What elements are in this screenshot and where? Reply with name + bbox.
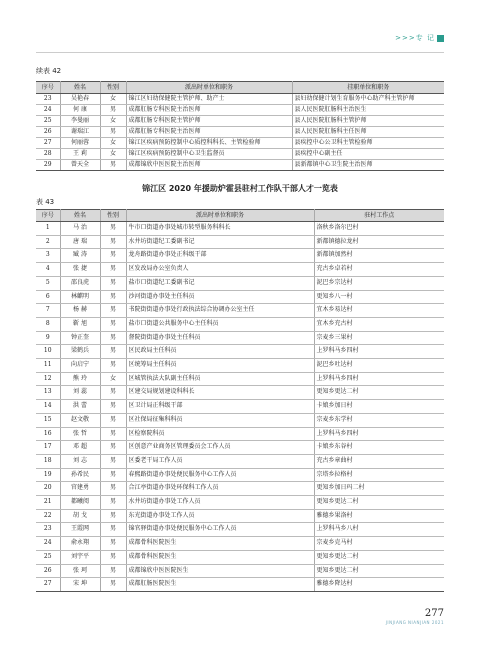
table-cell: 沙河街道办事处主任科员 — [126, 290, 314, 304]
table-cell: 男 — [100, 523, 126, 537]
table-cell: 锦江区疾病预防控制中心卫生监督员 — [126, 149, 292, 160]
table-cell: 孙希民 — [60, 468, 100, 482]
table-cell: 宗麦乡东学村 — [314, 413, 444, 427]
table-cell: 男 — [100, 249, 126, 263]
table-cell: 15 — [36, 413, 60, 427]
table-row — [36, 509, 444, 523]
table-row — [36, 317, 444, 331]
table-cell: 2 — [36, 235, 60, 249]
table-cell: 宋 坤 — [60, 578, 100, 592]
table-row — [36, 235, 444, 249]
table-cell: 男 — [100, 276, 126, 290]
table-cell: 25 — [36, 116, 60, 127]
table-cell: 女 — [100, 149, 126, 160]
table-row — [36, 427, 444, 441]
header-square-icon — [437, 35, 444, 42]
table-cell: 县妇幼保健计划生育服务中心助产科主管护师 — [292, 94, 444, 105]
table-row — [36, 160, 444, 171]
table-cell: 1 — [36, 222, 60, 236]
table-cell: 县人民医院肛肠科主管护师 — [292, 116, 444, 127]
table-cell: 都曦阅 — [60, 496, 100, 510]
table-cell: 区卫计局正科级干部 — [126, 400, 314, 414]
table-cell: 何 康 — [60, 105, 100, 116]
table-cell: 男 — [100, 496, 126, 510]
table-cell: 更知乡八一村 — [314, 290, 444, 304]
table-cell: 14 — [36, 400, 60, 414]
table-cell: 县人民医院肛肠科主任医师 — [292, 127, 444, 138]
table-cell: 男 — [100, 386, 126, 400]
table-cell: 成都锦欣中医医院医生 — [126, 564, 314, 578]
table-cell: 新都镇加然村 — [314, 249, 444, 263]
table-cell: 书院街街道办事处行政执法综合协调办公室主任 — [126, 304, 314, 318]
table-cell: 23 — [36, 523, 60, 537]
table-cell: 盐市口街道公共服务中心主任科员 — [126, 317, 314, 331]
table-cell: 成都骨科医院医生 — [126, 550, 314, 564]
table-cell: 曾天全 — [60, 160, 100, 171]
table-cell: 区委老干局工作人员 — [126, 454, 314, 468]
table-cell: 雅德乡果洛村 — [314, 509, 444, 523]
table-cell: 吴艳春 — [60, 94, 100, 105]
table-cell: 成都锦欣中医医院主治医师 — [126, 160, 292, 171]
table-cell: 成都骨科医院医生 — [126, 537, 314, 551]
table-row — [36, 276, 444, 290]
table-cell: 上罗科马乡四村 — [314, 372, 444, 386]
continued-caption: 续表 42 — [36, 67, 62, 75]
table-cell: 男 — [100, 317, 126, 331]
table-cell: 男 — [100, 127, 126, 138]
running-header — [395, 33, 444, 43]
table-cell: 刘 蕊 — [60, 386, 100, 400]
table-cell: 12 — [36, 372, 60, 386]
column-header: 性别 — [100, 82, 126, 94]
table-cell: 24 — [36, 537, 60, 551]
table-cell: 林麒明 — [60, 290, 100, 304]
table-cell: 8 — [36, 317, 60, 331]
table-cell: 上罗科马乡四村 — [314, 427, 444, 441]
column-header: 性别 — [100, 210, 126, 222]
table-cell: 男 — [100, 578, 126, 592]
table-cell: 何丽蓉 — [60, 138, 100, 149]
column-header: 序号 — [36, 210, 60, 222]
table-header-row — [36, 210, 444, 222]
table-cell: 刘 志 — [60, 454, 100, 468]
table-row — [36, 496, 444, 510]
table-row — [36, 149, 444, 160]
table-cell: 牛市口街道办事处城市转型服务科科长 — [126, 222, 314, 236]
table-cell: 雅德乡降达村 — [314, 578, 444, 592]
table-cell: 王 莉 — [60, 149, 100, 160]
table-cell: 宜木乡易达村 — [314, 304, 444, 318]
running-header-text: >>>专 记 — [395, 34, 435, 42]
column-header: 姓名 — [60, 210, 100, 222]
table-body — [36, 94, 444, 171]
table-cell: 锦官驿街道办事处便民服务中心工作人员 — [126, 523, 314, 537]
table-cell: 男 — [100, 290, 126, 304]
column-header: 挂职单位和职务 — [292, 82, 444, 94]
table-cell: 熊 玲 — [60, 372, 100, 386]
table-cell: 男 — [100, 427, 126, 441]
table-cell: 5 — [36, 276, 60, 290]
table-cell: 梁鹤兵 — [60, 345, 100, 359]
table-cell: 洛秋乡洛尔巴村 — [314, 222, 444, 236]
table-cell: 26 — [36, 127, 60, 138]
table-cell: 更知乡更达二村 — [314, 550, 444, 564]
table-cell: 区创意产业商务区管理委员会工作人员 — [126, 441, 314, 455]
table-cell: 锦江区疾病预防控制中心质控科科长、主管检验师 — [126, 138, 292, 149]
table-cell: 宗塔乡拉格村 — [314, 468, 444, 482]
table-cell: 男 — [100, 537, 126, 551]
table-cell: 刘宇平 — [60, 550, 100, 564]
table-cell: 更知乡更达二村 — [314, 564, 444, 578]
page-number: 277 — [424, 608, 444, 619]
table-cell: 洪 蕾 — [60, 400, 100, 414]
column-header: 驻村工作点 — [314, 210, 444, 222]
table-cell: 男 — [100, 222, 126, 236]
table-cell: 26 — [36, 564, 60, 578]
table-row — [36, 263, 444, 277]
table-cell: 王霞网 — [60, 523, 100, 537]
table-header-row — [36, 82, 444, 94]
table-cell: 6 — [36, 290, 60, 304]
table-cell: 宗麦乡克马村 — [314, 537, 444, 551]
table-cell: 县疾控中心公卫科主管检验师 — [292, 138, 444, 149]
table-cell: 23 — [36, 94, 60, 105]
table-cell: 3 — [36, 249, 60, 263]
table-row — [36, 386, 444, 400]
table-cell: 水井坊街道纪工委副书记 — [126, 235, 314, 249]
table-cell: 男 — [100, 359, 126, 373]
table-cell: 4 — [36, 263, 60, 277]
table-43 — [36, 209, 444, 592]
table-cell: 更知乡更达二村 — [314, 496, 444, 510]
table-cell: 9 — [36, 331, 60, 345]
table-cell: 区统筹局主任科员 — [126, 359, 314, 373]
table-row — [36, 345, 444, 359]
table-cell: 男 — [100, 482, 126, 496]
table-row — [36, 116, 444, 127]
table-cell: 成都肛肠医院医生 — [126, 578, 314, 592]
table-cell: 邵良虎 — [60, 276, 100, 290]
table-row — [36, 372, 444, 386]
table-cell: 臧 涛 — [60, 249, 100, 263]
table-cell: 向启宁 — [60, 359, 100, 373]
table-row — [36, 441, 444, 455]
table-cell: 县新都镇中心卫生院主治医师 — [292, 160, 444, 171]
table-row — [36, 413, 444, 427]
table-cell: 邓 超 — [60, 441, 100, 455]
table-cell: 22 — [36, 509, 60, 523]
table-cell: 区发改局办公室负责人 — [126, 263, 314, 277]
table-cell: 男 — [100, 331, 126, 345]
table-cell: 杨 赫 — [60, 304, 100, 318]
table-row — [36, 578, 444, 592]
table-cell: 男 — [100, 441, 126, 455]
table-cell: 张 哲 — [60, 427, 100, 441]
table-cell: 督院街街道办事处主任科员 — [126, 331, 314, 345]
table-cell: 张 捷 — [60, 263, 100, 277]
table-cell: 上罗科马乡八村 — [314, 523, 444, 537]
table-row — [36, 94, 444, 105]
table-cell: 成都肛肠专科医院主治医师 — [126, 127, 292, 138]
table-cell: 唐 瑞 — [60, 235, 100, 249]
table-cell: 区建交局规划建设科科长 — [126, 386, 314, 400]
table-row — [36, 138, 444, 149]
table-cell: 13 — [36, 386, 60, 400]
table-cell: 24 — [36, 105, 60, 116]
table-row — [36, 304, 444, 318]
section-title: 锦江区 2020 年援助炉霍县驻村工作队干部人才一览表 — [142, 184, 338, 193]
table-cell: 29 — [36, 160, 60, 171]
table-cell: 充古乡卓若村 — [314, 263, 444, 277]
table-cell: 赵文敬 — [60, 413, 100, 427]
table-row — [36, 564, 444, 578]
table-cell: 充古乡章曲村 — [314, 454, 444, 468]
table-cell: 更知乡更达二村 — [314, 386, 444, 400]
table-cell: 11 — [36, 359, 60, 373]
table-cell: 27 — [36, 138, 60, 149]
table-row — [36, 468, 444, 482]
table-cell: 男 — [100, 345, 126, 359]
table-cell: 28 — [36, 149, 60, 160]
table-cell: 男 — [100, 400, 126, 414]
table-cell: 女 — [100, 138, 126, 149]
table-cell: 成都肛肠专科医院主管护师 — [126, 116, 292, 127]
table-cell: 上罗科马乡四村 — [314, 345, 444, 359]
table-cell: 区社保局征集科科员 — [126, 413, 314, 427]
column-header: 派出时单位和职务 — [126, 210, 314, 222]
table-cell: 16 — [36, 427, 60, 441]
table-cell: 锦江区妇幼保健院主管护师、助产士 — [126, 94, 292, 105]
header-rule — [36, 52, 444, 53]
table-cell: 女 — [100, 372, 126, 386]
table-cell: 李曼丽 — [60, 116, 100, 127]
column-header: 派出时单位和职务 — [126, 82, 292, 94]
table-cell: 男 — [100, 454, 126, 468]
column-header: 序号 — [36, 82, 60, 94]
table-row — [36, 249, 444, 263]
table-cell: 宜木乡充古村 — [314, 317, 444, 331]
table-cell: 18 — [36, 454, 60, 468]
table-cell: 马 治 — [60, 222, 100, 236]
table-row — [36, 400, 444, 414]
table-cell: 男 — [100, 413, 126, 427]
table-cell: 区城管执法大队副主任科员 — [126, 372, 314, 386]
table-cell: 20 — [36, 482, 60, 496]
table-cell: 龙舟路街道办事处正科级干部 — [126, 249, 314, 263]
table-cell: 男 — [100, 468, 126, 482]
table-cell: 男 — [100, 235, 126, 249]
table-cell: 水井坊街道办事处工作人员 — [126, 496, 314, 510]
table-cell: 区检察院科员 — [126, 427, 314, 441]
table-row — [36, 454, 444, 468]
table-cell: 男 — [100, 105, 126, 116]
table-cell: 县疾控中心副主任 — [292, 149, 444, 160]
table-cell: 男 — [100, 263, 126, 277]
column-header: 姓名 — [60, 82, 100, 94]
table-cell: 成都肛肠专科医院主治医师 — [126, 105, 292, 116]
table-cell: 21 — [36, 496, 60, 510]
footer-subtitle: JINJIANG NIANJIAN 2021 — [385, 620, 444, 625]
table-row — [36, 127, 444, 138]
table-cell: 新都镇德拉龙村 — [314, 235, 444, 249]
table-cell: 谢瑞江 — [60, 127, 100, 138]
table-cell: 卡娘乡加日村 — [314, 400, 444, 414]
table-cell: 泥巴乡宗达村 — [314, 276, 444, 290]
table-cell: 卡娘乡东谷村 — [314, 441, 444, 455]
table-cell: 男 — [100, 509, 126, 523]
table-42 — [36, 81, 444, 171]
table-cell: 19 — [36, 468, 60, 482]
table-row — [36, 222, 444, 236]
table-cell: 钟正奎 — [60, 331, 100, 345]
table-row — [36, 550, 444, 564]
table-cell: 盐市口街道纪工委副书记 — [126, 276, 314, 290]
table-cell: 女 — [100, 116, 126, 127]
table-cell: 泥巴乡吐达村 — [314, 359, 444, 373]
table-cell: 男 — [100, 564, 126, 578]
table-cell: 合江亭街道办事处环保科工作人员 — [126, 482, 314, 496]
table-cell: 男 — [100, 160, 126, 171]
table-cell: 25 — [36, 550, 60, 564]
table-cell: 官建勇 — [60, 482, 100, 496]
table-row — [36, 359, 444, 373]
table-caption: 表 43 — [36, 198, 55, 206]
table-cell: 27 — [36, 578, 60, 592]
table-row — [36, 523, 444, 537]
table-cell: 东光街道办事处工作人员 — [126, 509, 314, 523]
table-cell: 17 — [36, 441, 60, 455]
table-cell: 宗麦乡三果村 — [314, 331, 444, 345]
table-cell: 春熙路街道办事处便民服务中心工作人员 — [126, 468, 314, 482]
table-cell: 县人民医院肛肠科主治医生 — [292, 105, 444, 116]
table-cell: 更知乡加日玛二村 — [314, 482, 444, 496]
table-cell: 胡 戈 — [60, 509, 100, 523]
table-row — [36, 331, 444, 345]
table-row — [36, 537, 444, 551]
table-cell: 张 珂 — [60, 564, 100, 578]
table-cell: 靳 旭 — [60, 317, 100, 331]
table-cell: 男 — [100, 304, 126, 318]
table-cell: 区民政局主任科员 — [126, 345, 314, 359]
table-row — [36, 105, 444, 116]
table-cell: 10 — [36, 345, 60, 359]
table-row — [36, 482, 444, 496]
table-body — [36, 222, 444, 592]
table-cell: 7 — [36, 304, 60, 318]
table-cell: 俞永翔 — [60, 537, 100, 551]
table-cell: 女 — [100, 94, 126, 105]
table-row — [36, 290, 444, 304]
table-cell: 男 — [100, 550, 126, 564]
